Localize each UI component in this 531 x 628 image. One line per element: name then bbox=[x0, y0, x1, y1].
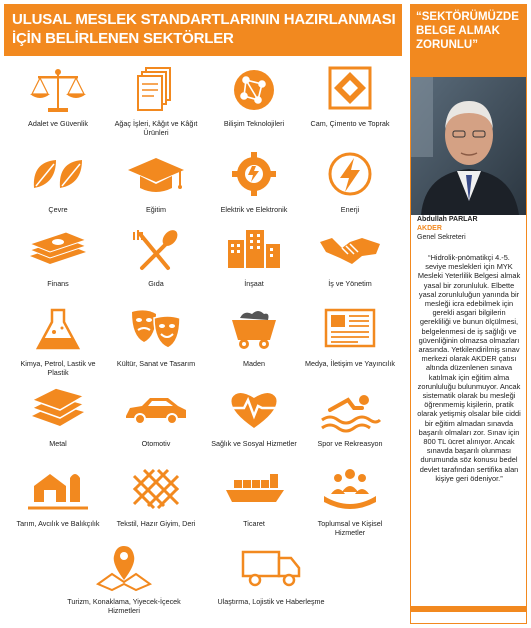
fabric-icon bbox=[124, 466, 188, 516]
network-globe-icon bbox=[222, 66, 286, 116]
sector-label: Elektrik ve Elektronik bbox=[220, 205, 288, 214]
sector-label: Turizm, Konaklama, Yiyecek-İçecek Hizmetleri bbox=[67, 597, 181, 615]
sector-toplumsal bbox=[302, 466, 398, 537]
sector-agac bbox=[108, 66, 204, 137]
sector-ulastirma bbox=[216, 544, 326, 606]
sector-spor bbox=[302, 386, 398, 448]
sector-kimya bbox=[10, 306, 106, 377]
sector-gida bbox=[108, 226, 204, 288]
truck-icon bbox=[239, 544, 303, 594]
person-role: Genel Sekreteri bbox=[417, 234, 466, 241]
sector-label: Tarım, Avcılık ve Balıkçılık bbox=[16, 519, 100, 528]
sector-label: Eğitim bbox=[146, 205, 166, 214]
sector-maden bbox=[206, 306, 302, 368]
sector-label: Sağlık ve Sosyal Hizmetler bbox=[211, 439, 297, 448]
sector-saglik bbox=[206, 386, 302, 448]
sector-label: Metal bbox=[49, 439, 67, 448]
sector-medya bbox=[302, 306, 398, 368]
sector-metal bbox=[10, 386, 106, 448]
sector-is-yonetim bbox=[302, 226, 398, 288]
sector-label: Adalet ve Güvenlik bbox=[28, 119, 88, 128]
person-org: AKDER bbox=[417, 225, 442, 232]
sector-label: Medya, İletişim ve Yayıncılık bbox=[304, 359, 395, 368]
scales-icon bbox=[26, 66, 90, 116]
sector-insaat bbox=[206, 226, 302, 288]
interview-quote: “Hidrolik-pnömatikçi 4.-5. seviye meslekleri için MYK Mesleki Yeterlilik Belgesi almak yasal bir zorunluluk. Elbette yasal zorunluluğun yanında bir mesleği icra edebilmek için gerekli asgari bilgilerin gerekliliği ve bunun ölçülmesi, belgelenmesi de iş sağlığı ve güvenliğinin olmazsa olmazları arasında. Yetkilendirilmiş sınav merkezi olarak AKDER çatısı altında düzenlenen sınava katılmak için eğitim alma zorunluluğu bulunmuyor. Ancak sistematik olarak bu mesleği öğrenmemiş kişilerin, pratik olarak yetişmiş olsalar bile ciddi bir eğitim almadan sınavda başarılı olmaları zor. Sınav için 800 TL ücret alınıyor. Ancak sınavda başarılı olunması durumunda söz konusu bedel devlet tarafından sertifika alan kişiye geri ödeniyor.” bbox=[417, 253, 521, 483]
sector-label: Cam, Çimento ve Toprak bbox=[310, 119, 390, 128]
sector-otomotiv bbox=[108, 386, 204, 448]
gear-circuit-icon bbox=[222, 152, 286, 202]
flask-icon bbox=[26, 306, 90, 356]
heart-pulse-icon bbox=[222, 386, 286, 436]
lightning-icon bbox=[318, 152, 382, 202]
people-hands-icon bbox=[318, 466, 382, 516]
handshake-icon bbox=[318, 226, 382, 276]
sectors-panel bbox=[4, 4, 402, 624]
barn-icon bbox=[26, 466, 90, 516]
sector-label: Enerji bbox=[340, 205, 360, 214]
cargo-ship-icon bbox=[222, 466, 286, 516]
sector-label: Finans bbox=[47, 279, 69, 288]
sector-label: Maden bbox=[243, 359, 265, 368]
car-icon bbox=[124, 386, 188, 436]
sector-label: Ağaç İşleri, Kâğıt ve Kâğıt Ürünleri bbox=[114, 119, 198, 137]
sector-finans bbox=[10, 226, 106, 288]
sector-egitim bbox=[108, 152, 204, 214]
sector-label: İş ve Yönetim bbox=[328, 279, 372, 288]
leaf-icon bbox=[26, 152, 90, 202]
mine-cart-icon bbox=[222, 306, 286, 356]
sectors-header bbox=[4, 4, 402, 56]
person-name: Abdullah PARLAR bbox=[417, 216, 478, 223]
sector-elektrik bbox=[206, 152, 302, 214]
sector-adalet bbox=[10, 66, 106, 128]
sector-label: Toplumsal ve Kişisel Hizmetler bbox=[317, 519, 383, 537]
sector-enerji bbox=[302, 152, 398, 214]
interview-title: “SEKTÖRÜMÜZDE BELGE ALMAK ZORUNLU” bbox=[416, 11, 519, 51]
buildings-icon bbox=[222, 226, 286, 276]
sector-label: İnşaat bbox=[244, 279, 264, 288]
portrait-photo bbox=[411, 77, 526, 215]
sector-label: Kültür, Sanat ve Tasarım bbox=[116, 359, 196, 368]
sector-label: Spor ve Rekreasyon bbox=[317, 439, 383, 448]
sector-tekstil bbox=[108, 466, 204, 528]
sector-label: Gıda bbox=[148, 279, 164, 288]
tile-icon bbox=[318, 66, 382, 116]
paper-icon bbox=[124, 66, 188, 116]
sector-label: Bilişim Teknolojileri bbox=[223, 119, 285, 128]
sector-label: Ulaştırma, Lojistik ve Haberleşme bbox=[217, 597, 325, 606]
sector-label: Otomotiv bbox=[141, 439, 171, 448]
swimmer-icon bbox=[318, 386, 382, 436]
sector-turizm bbox=[64, 544, 184, 615]
newspaper-icon bbox=[318, 306, 382, 356]
sector-label: Tekstil, Hazır Giyim, Deri bbox=[116, 519, 196, 528]
sector-kultur bbox=[108, 306, 204, 368]
money-stack-icon bbox=[26, 226, 90, 276]
graduation-cap-icon bbox=[124, 152, 188, 202]
sector-label: Çevre bbox=[48, 205, 68, 214]
sector-ticaret bbox=[206, 466, 302, 528]
interview-header bbox=[411, 5, 526, 77]
sectors-title: ULUSAL MESLEK STANDARTLARININ HAZIRLANMASI İÇİN BELİRLENEN SEKTÖRLER bbox=[12, 11, 396, 47]
map-pin-icon bbox=[92, 544, 156, 594]
bottom-accent-bar bbox=[410, 606, 527, 612]
sector-label: Ticaret bbox=[243, 519, 265, 528]
theater-masks-icon bbox=[124, 306, 188, 356]
interview-panel bbox=[410, 4, 527, 624]
sector-cam bbox=[302, 66, 398, 128]
metal-beam-icon bbox=[26, 386, 90, 436]
sector-bilisim bbox=[206, 66, 302, 128]
sector-label: Kimya, Petrol, Lastik ve Plastik bbox=[20, 359, 96, 377]
sector-tarim bbox=[10, 466, 106, 528]
fork-spoon-icon bbox=[124, 226, 188, 276]
sector-cevre bbox=[10, 152, 106, 214]
